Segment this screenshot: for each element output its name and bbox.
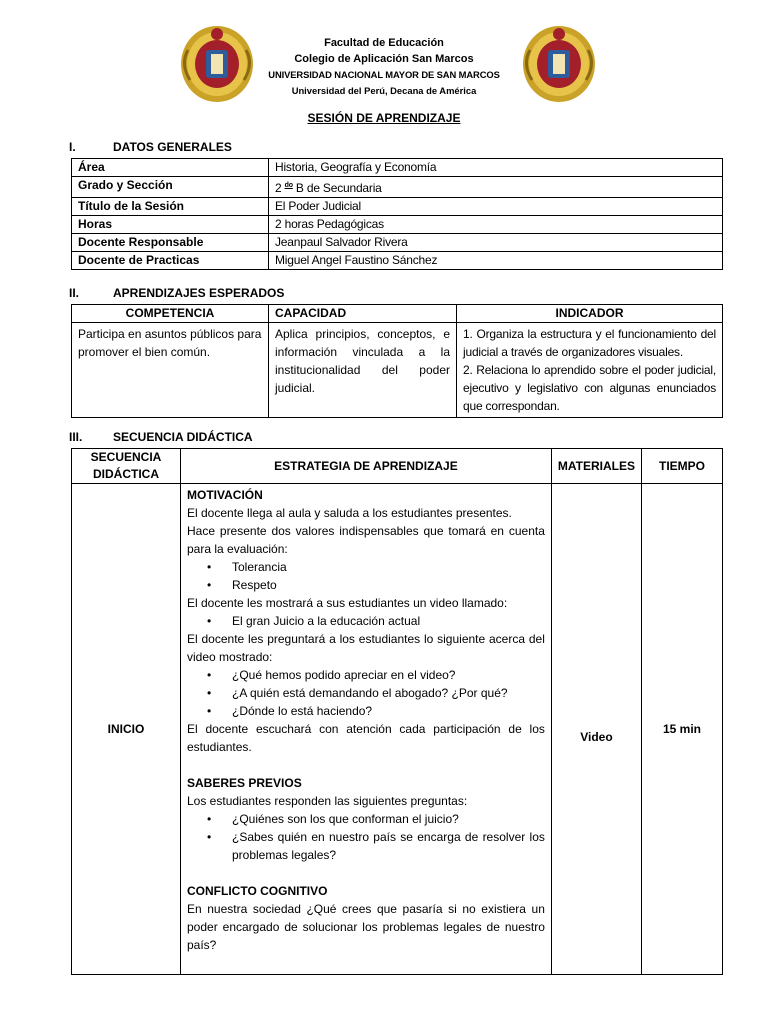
faculty-name: Facultad de Educación [324,37,444,49]
paragraph: El docente les preguntará a los estudiantes lo siguiente acerca del video mostrado: [187,632,545,664]
list-item: • Tolerancia [187,558,545,576]
row-value: El Poder Judicial [269,198,723,216]
table-row [72,216,723,234]
table-row [72,252,723,270]
paragraph: En nuestra sociedad ¿Qué crees que pasaría si no existiera un poder encargado de solucionar los problemas legales de nuestro país? [187,902,545,952]
paragraph: El docente llega al aula y saluda a los estudiantes presentes. [187,506,512,520]
university-motto: Universidad del Perú, Decana de América [291,84,477,96]
list-item: • Respeto [187,576,545,594]
materiales-cell: Video [551,484,641,975]
indicador-item: 2. Relaciona lo aprendido sobre el poder judicial, ejecutivo y legislativo con algunas enunciados que correspondan. [463,363,716,413]
row-value: 2 horas Pedagógicas [269,216,723,234]
capacidad-cell: Aplica principios, conceptos, e información vinculada a la institucionalidad del poder judicial. [269,323,457,418]
column-header-competencia: COMPETENCIA [72,305,269,323]
estrategia-cell [181,484,552,975]
row-value: Historia, Geografía y Economía [269,159,723,177]
list-item: • ¿Sabes quién en nuestro país se encarga de resolver los problemas legales? [187,828,545,864]
fase-cell: INICIO [72,484,181,975]
paragraph: Los estudiantes responden las siguientes preguntas: [187,794,468,808]
university-seal-left [178,20,256,104]
column-header-indicador: INDICADOR [457,305,723,323]
institution-header [250,36,518,98]
row-label: Grado y Sección [72,177,269,198]
university-name: UNIVERSIDAD NACIONAL MAYOR DE SAN MARCOS [268,69,500,80]
section-datos-generales-heading: I. DATOS GENERALES [69,140,232,154]
competencia-cell: Participa en asuntos públicos para promover el bien común. [72,323,269,418]
paragraph: El docente les mostrará a sus estudiantes un video llamado: [187,596,508,610]
table-row [72,177,723,198]
motivacion-heading: MOTIVACIÓN [187,488,263,502]
indicador-item: 1. Organiza la estructura y el funcionamiento del judicial a través de organizadores visuales. [463,327,716,359]
university-seal-right [520,20,598,104]
list-item: • ¿A quién está demandando el abogado? ¿Por qué? [187,684,545,702]
video-list [187,612,545,630]
row-label: Docente de Practicas [72,252,269,270]
paragraph: El docente escuchará con atención cada participación de los estudiantes. [187,722,545,754]
school-name: Colegio de Aplicación San Marcos [294,52,474,65]
row-value: Jeanpaul Salvador Rivera [269,234,723,252]
secuencia-table [71,448,723,975]
section-aprendizajes-heading: II. APRENDIZAJES ESPERADOS [69,286,285,300]
list-item: • ¿Dónde lo está haciendo? [187,702,545,720]
table-row [72,484,723,975]
saberes-heading: SABERES PREVIOS [187,776,302,790]
column-header-estrategia: ESTRATEGIA DE APRENDIZAJE [181,449,552,484]
table-row [72,159,723,177]
valores-list [187,558,545,594]
list-item: • ¿Quiénes son los que conforman el juicio? [187,810,545,828]
tiempo-cell: 15 min [642,484,723,975]
row-value: 2 $^{do}$ B de Secundaria [269,177,723,198]
aprendizajes-table [71,304,723,418]
column-header-capacidad: CAPACIDAD [269,305,457,323]
section-secuencia-heading: III. SECUENCIA DIDÁCTICA [69,430,253,444]
preguntas-list [187,666,545,720]
conflicto-heading: CONFLICTO COGNITIVO [187,884,328,898]
list-item: • El gran Juicio a la educación actual [187,612,545,630]
list-item: • ¿Qué hemos podido apreciar en el video? [187,666,545,684]
document-title: SESIÓN DE APRENDIZAJE [307,111,461,125]
datos-generales-table [71,158,723,270]
paragraph: Hace presente dos valores indispensables que tomará en cuenta para la evaluación: [187,524,545,556]
column-header-materiales: MATERIALES [551,449,641,484]
row-label: Área [72,159,269,177]
table-row [72,234,723,252]
table-header-row [72,305,723,323]
column-header-secuencia: SECUENCIA DIDÁCTICA [72,449,181,484]
row-value: Miguel Angel Faustino Sánchez [269,252,723,270]
table-row [72,323,723,418]
table-header-row [72,449,723,484]
indicador-cell [457,323,723,418]
saberes-list [187,810,545,864]
row-label: Docente Responsable [72,234,269,252]
row-label: Título de la Sesión [72,198,269,216]
column-header-tiempo: TIEMPO [642,449,723,484]
table-row [72,198,723,216]
row-label: Horas [72,216,269,234]
